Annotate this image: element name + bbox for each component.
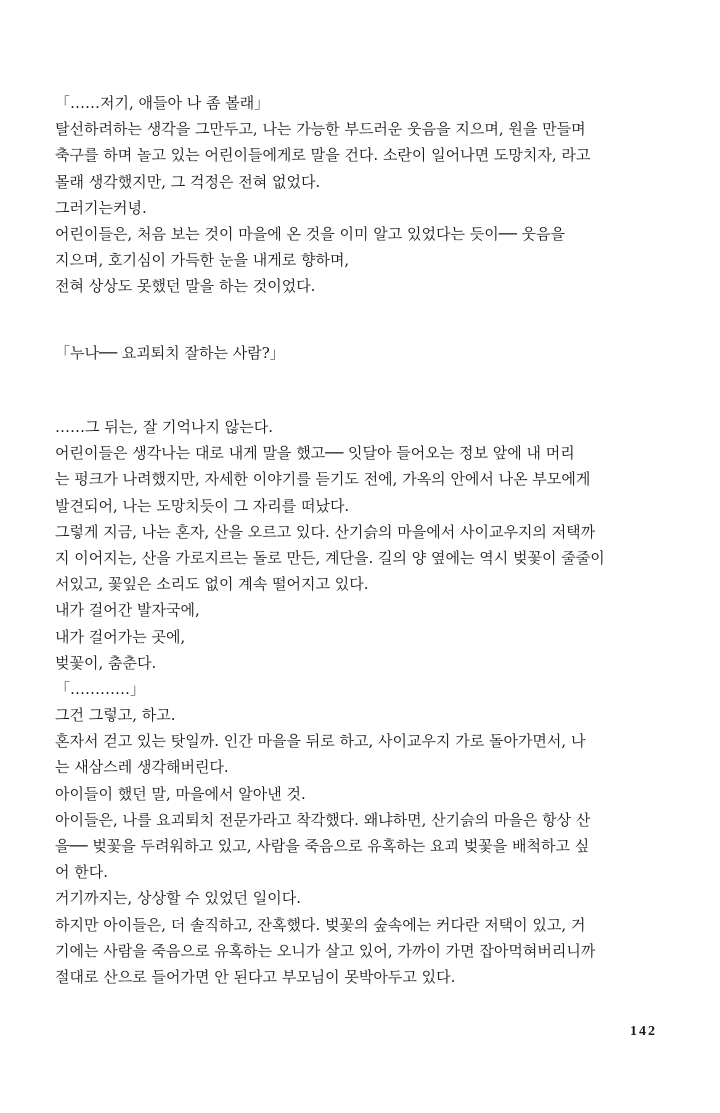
text-line: 는 새삼스레 생각해버린다.	[55, 758, 229, 777]
text-line: 지 이어지는, 산을 가로지르는 돌로 만든, 계단을. 길의 양 옆에는 역시 벚꽃이 줄줄이	[55, 548, 605, 567]
text-line: 하지만 아이들은, 더 솔직하고, 잔혹했다. 벚꽃의 숲속에는 커다란 저택이 있고, 거	[55, 915, 586, 934]
dialogue-block	[55, 340, 675, 366]
paragraph-group-2	[55, 414, 675, 990]
text-line: 서있고, 꽃잎은 소리도 없이 계속 떨어지고 있다.	[55, 575, 369, 594]
text-line: 는 펑크가 나려했지만, 자세한 이야기를 듣기도 전에, 가옥의 안에서 나온 부모에게	[55, 470, 591, 489]
page-number: 142	[630, 1024, 657, 1039]
text-line: 「…………」	[55, 679, 146, 698]
text-line: ……그 뒤는, 잘 기억나지 않는다.	[55, 418, 273, 436]
text-line: 지으며, 호기심이 가득한 눈을 내게로 향하며,	[55, 251, 350, 270]
text-line: 내가 걸어가는 곳에,	[55, 627, 186, 646]
text-line: 아이들이 했던 말, 마을에서 알아낸 것.	[55, 784, 306, 803]
text-line: 절대로 산으로 들어가면 안 된다고 부모님이 못박아두고 있다.	[55, 967, 456, 986]
text-line: 발견되어, 나는 도망치듯이 그 자리를 떠났다.	[55, 496, 350, 515]
paragraph-group-1	[55, 90, 675, 300]
text-line: 탈선하려하는 생각을 그만두고, 나는 가능한 부드러운 웃음을 지으며, 원을 만들며	[55, 120, 586, 139]
text-line: 거기까지는, 상상할 수 있었던 일이다.	[55, 889, 301, 908]
text-line: 어린이들은 생각나는 대로 내게 말을 했고── 잇달아 들어오는 정보 앞에 내 머리	[55, 444, 575, 463]
text-line: 전혀 상상도 못했던 말을 하는 것이었다.	[55, 277, 316, 296]
text-line: 어린이들은, 처음 보는 것이 마을에 온 것을 이미 알고 있었다는 듯이── 웃음을	[55, 224, 565, 243]
text-line: 혼자서 걷고 있는 탓일까. 인간 마을을 뒤로 하고, 사이교우지 가로 돌아가면서, 나	[55, 732, 586, 751]
text-line: 벚꽃이, 춤춘다.	[55, 653, 157, 672]
text-line: 그렇게 지금, 나는 혼자, 산을 오르고 있다. 산기슭의 마을에서 사이교우지의 저택까	[55, 522, 596, 541]
text-line: 축구를 하며 놀고 있는 어린이들에게로 말을 건다. 소란이 일어나면 도망치자, 라고	[55, 146, 591, 165]
text-line: 그건 그렇고, 하고.	[55, 706, 176, 725]
text-line: 「……저기, 애들아 나 좀 볼래」	[55, 94, 270, 112]
text-line: 그러기는커녕.	[55, 198, 147, 217]
text-line: 어 한다.	[55, 863, 109, 882]
text-line: 기에는 사람을 죽음으로 유혹하는 오니가 살고 있어, 가까이 가면 잡아먹혀버리니까	[55, 941, 596, 960]
text-line: 내가 걸어간 발자국에,	[55, 601, 200, 620]
text-line: 아이들은, 나를 요괴퇴치 전문가라고 착각했다. 왜냐하면, 산기슭의 마을은 항상 산	[55, 810, 591, 829]
text-line: 을── 벚꽃을 두려워하고 있고, 사람을 죽음으로 유혹하는 요괴 벚꽃을 배척하고 싶	[55, 837, 590, 855]
dialogue-line: 「누나── 요괴퇴치 잘하는 사람?」	[55, 344, 285, 362]
text-line: 몰래 생각했지만, 그 걱정은 전혀 없었다.	[55, 172, 321, 191]
